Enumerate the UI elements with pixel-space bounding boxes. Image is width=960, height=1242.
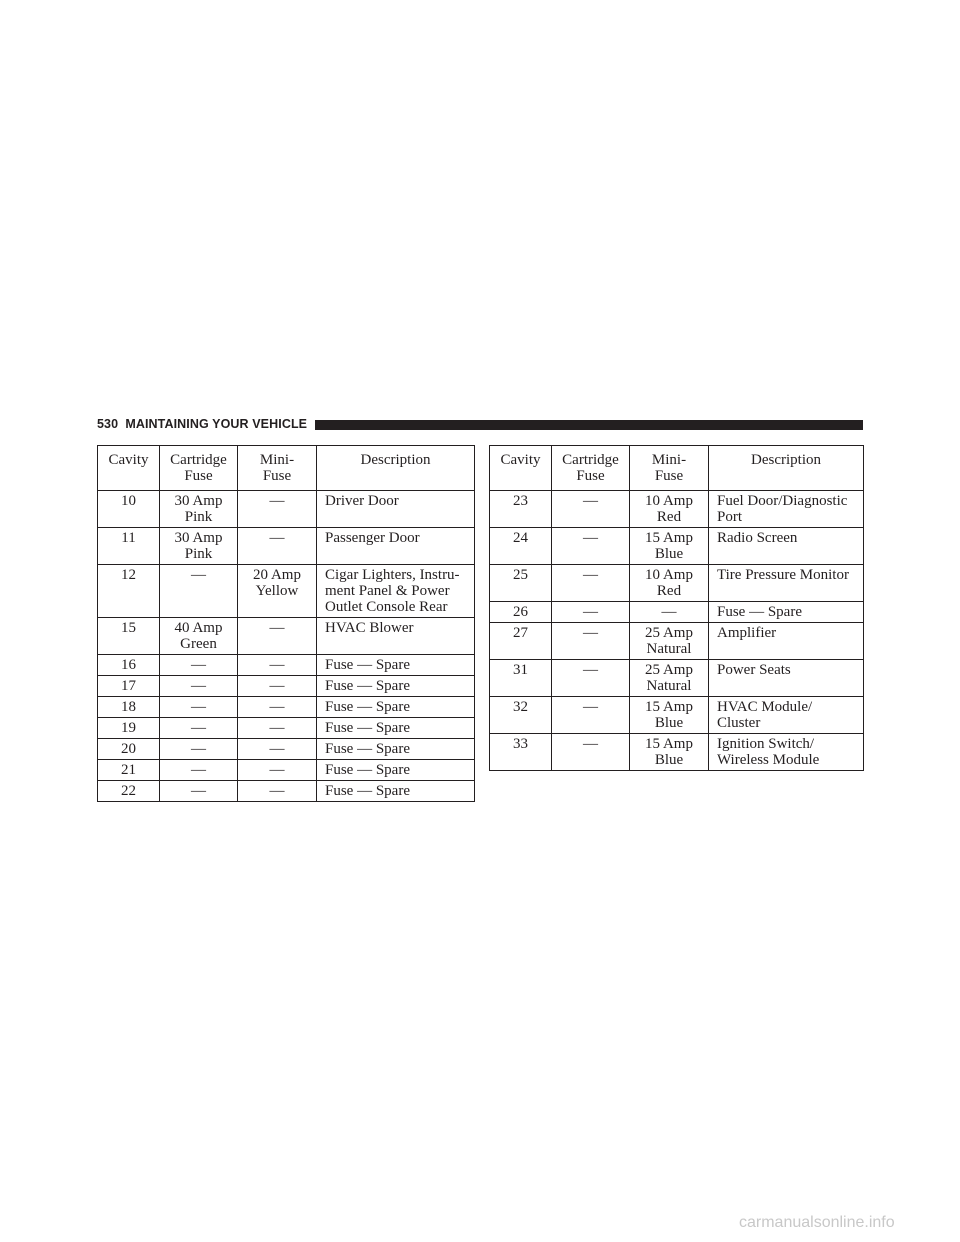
cell-cartridge-fuse-text: — bbox=[583, 736, 598, 752]
cell-cartridge-fuse-text: — bbox=[191, 741, 206, 757]
header-rule-bar bbox=[315, 420, 863, 430]
header-cavity: Cavity bbox=[490, 446, 552, 491]
cell-cartridge-fuse-text: — bbox=[191, 567, 206, 583]
cell-mini-fuse bbox=[238, 760, 317, 781]
cell-cavity-text: 25 bbox=[513, 567, 528, 583]
cell-mini-fuse-text: Red bbox=[656, 509, 682, 525]
cell-cartridge-fuse bbox=[552, 623, 630, 660]
table-row bbox=[98, 697, 475, 718]
cell-cartridge-fuse bbox=[160, 781, 238, 802]
cell-cavity-text: 16 bbox=[121, 657, 136, 673]
cell-mini-fuse-text: — bbox=[269, 620, 285, 636]
header-mini-fuse: Mini- Fuse bbox=[630, 446, 709, 491]
cell-mini-fuse-text: 10 Amp bbox=[645, 493, 693, 509]
cell-cavity-text: 20 bbox=[121, 741, 136, 757]
cell-mini-fuse-text: — bbox=[269, 720, 285, 736]
cell-description bbox=[709, 602, 864, 623]
cell-cavity-text: 32 bbox=[513, 699, 528, 715]
section-title: MAINTAINING YOUR VEHICLE bbox=[125, 417, 308, 431]
cell-description bbox=[709, 623, 864, 660]
cell-cavity bbox=[490, 734, 552, 771]
cell-cavity bbox=[490, 491, 552, 528]
cell-description-text: Driver Door bbox=[325, 493, 399, 509]
cell-cartridge-fuse bbox=[160, 491, 238, 528]
cell-mini-fuse bbox=[238, 528, 317, 565]
cell-cavity bbox=[490, 602, 552, 623]
cell-mini-fuse-text: 15 Amp bbox=[645, 530, 693, 546]
cell-description bbox=[709, 734, 864, 771]
cell-mini-fuse-text: Natural bbox=[646, 678, 692, 694]
cell-cartridge-fuse bbox=[160, 697, 238, 718]
cell-mini-fuse-text: 15 Amp bbox=[645, 699, 693, 715]
cell-mini-fuse bbox=[630, 491, 709, 528]
cell-description-text: HVAC Module/ bbox=[717, 699, 813, 715]
cell-cavity bbox=[490, 528, 552, 565]
table-row bbox=[490, 623, 864, 660]
cell-mini-fuse bbox=[630, 565, 709, 602]
cell-cartridge-fuse bbox=[552, 660, 630, 697]
page-header-text bbox=[97, 417, 307, 431]
cell-cartridge-fuse-text: — bbox=[191, 699, 206, 715]
cell-description-text: Cigar Lighters, Instru- bbox=[325, 567, 460, 583]
cell-cartridge-fuse-text: Pink bbox=[184, 546, 213, 562]
cell-cartridge-fuse-text: Green bbox=[180, 636, 217, 652]
cell-description bbox=[709, 565, 864, 602]
cell-cavity-text: 33 bbox=[513, 736, 528, 752]
cell-cartridge-fuse-text: Pink bbox=[184, 509, 213, 525]
cell-cartridge-fuse bbox=[160, 718, 238, 739]
cell-cavity bbox=[98, 565, 160, 618]
cell-cartridge-fuse-text: — bbox=[583, 625, 598, 641]
cell-cavity bbox=[98, 491, 160, 528]
cell-description bbox=[317, 718, 475, 739]
table-row bbox=[98, 781, 475, 802]
cell-description bbox=[709, 491, 864, 528]
cell-description-text: Fuse — Spare bbox=[325, 783, 410, 799]
cell-description bbox=[709, 660, 864, 697]
header-cartridge-fuse: Cartridge Fuse bbox=[552, 446, 630, 491]
cell-mini-fuse-text: 15 Amp bbox=[645, 736, 693, 752]
cell-mini-fuse bbox=[630, 660, 709, 697]
cell-mini-fuse bbox=[238, 739, 317, 760]
cell-description-text: Fuse — Spare bbox=[325, 720, 410, 736]
cell-description-text: Fuse — Spare bbox=[325, 678, 410, 694]
cell-mini-fuse bbox=[238, 491, 317, 528]
table-row bbox=[490, 528, 864, 565]
cell-mini-fuse-text: — bbox=[661, 604, 677, 620]
header-cavity: Cavity bbox=[98, 446, 160, 491]
cell-mini-fuse-text: Blue bbox=[654, 546, 684, 562]
table-row bbox=[98, 676, 475, 697]
cell-mini-fuse-text: — bbox=[269, 678, 285, 694]
cell-description bbox=[317, 739, 475, 760]
header-cartridge-fuse: Cartridge Fuse bbox=[160, 446, 238, 491]
cell-description bbox=[709, 697, 864, 734]
cell-description-text: Fuse — Spare bbox=[325, 699, 410, 715]
table-row bbox=[98, 491, 475, 528]
cell-description bbox=[317, 655, 475, 676]
header-description: Description bbox=[709, 446, 864, 491]
cell-cartridge-fuse-text: — bbox=[583, 567, 598, 583]
cell-cartridge-fuse bbox=[552, 528, 630, 565]
cell-mini-fuse-text: — bbox=[269, 741, 285, 757]
cell-cavity-text: 18 bbox=[121, 699, 136, 715]
cell-mini-fuse-text: — bbox=[269, 699, 285, 715]
cell-cartridge-fuse bbox=[160, 528, 238, 565]
cell-cavity-text: 15 bbox=[121, 620, 136, 636]
cell-description-text: Outlet Console Rear bbox=[325, 599, 448, 615]
cell-cavity bbox=[98, 528, 160, 565]
cell-cavity bbox=[490, 565, 552, 602]
header-mini-fuse: Mini- Fuse bbox=[238, 446, 317, 491]
cell-description-text: Radio Screen bbox=[717, 530, 798, 546]
cell-description-text: Fuse — Spare bbox=[325, 741, 410, 757]
cell-cavity-text: 26 bbox=[513, 604, 528, 620]
cell-cartridge-fuse-text: 30 Amp bbox=[174, 530, 223, 546]
cell-cavity bbox=[490, 697, 552, 734]
cell-mini-fuse-text: 25 Amp bbox=[645, 662, 693, 678]
page-number: 530 bbox=[97, 417, 119, 431]
cell-cavity-text: 23 bbox=[513, 493, 528, 509]
cell-mini-fuse-text: — bbox=[269, 762, 285, 778]
cell-description bbox=[317, 565, 475, 618]
table-row bbox=[490, 660, 864, 697]
cell-cartridge-fuse bbox=[160, 760, 238, 781]
cell-description bbox=[317, 528, 475, 565]
cell-cartridge-fuse bbox=[160, 565, 238, 618]
cell-mini-fuse-text: — bbox=[269, 530, 285, 546]
cell-cartridge-fuse-text: — bbox=[583, 530, 598, 546]
table-row bbox=[490, 491, 864, 528]
cell-mini-fuse-text: Blue bbox=[654, 715, 684, 731]
cell-cavity-text: 31 bbox=[513, 662, 528, 678]
cell-cavity-text: 11 bbox=[121, 530, 136, 546]
cell-cavity-text: 27 bbox=[513, 625, 528, 641]
cell-cartridge-fuse-text: — bbox=[583, 662, 598, 678]
cell-cartridge-fuse-text: 40 Amp bbox=[174, 620, 223, 636]
cell-cartridge-fuse bbox=[160, 618, 238, 655]
cell-cartridge-fuse-text: — bbox=[191, 783, 206, 799]
cell-cartridge-fuse-text: — bbox=[191, 762, 206, 778]
cell-description-text: Amplifier bbox=[717, 625, 777, 641]
cell-cavity bbox=[98, 760, 160, 781]
cell-mini-fuse-text: Blue bbox=[654, 752, 684, 768]
table-row bbox=[98, 739, 475, 760]
cell-description bbox=[317, 618, 475, 655]
cell-cavity bbox=[98, 618, 160, 655]
cell-cavity-text: 21 bbox=[121, 762, 136, 778]
cell-mini-fuse bbox=[238, 781, 317, 802]
cell-description-text: Ignition Switch/ bbox=[717, 736, 815, 752]
cell-description-text: Fuel Door/Diagnostic bbox=[717, 493, 848, 509]
cell-mini-fuse bbox=[238, 676, 317, 697]
table-row bbox=[98, 528, 475, 565]
table-row bbox=[490, 565, 864, 602]
cell-description bbox=[317, 491, 475, 528]
cell-description bbox=[709, 528, 864, 565]
cell-description-text: Tire Pressure Monitor bbox=[717, 567, 849, 583]
cell-cartridge-fuse bbox=[552, 565, 630, 602]
cell-cavity-text: 12 bbox=[121, 567, 136, 583]
cell-cavity bbox=[98, 697, 160, 718]
cell-description bbox=[317, 697, 475, 718]
cell-cartridge-fuse-text: — bbox=[583, 699, 598, 715]
cell-cartridge-fuse bbox=[160, 676, 238, 697]
cell-description bbox=[317, 676, 475, 697]
cell-description-text: HVAC Blower bbox=[325, 620, 414, 636]
table-row bbox=[490, 734, 864, 771]
table-row bbox=[98, 655, 475, 676]
cell-cavity bbox=[98, 739, 160, 760]
cell-mini-fuse bbox=[630, 623, 709, 660]
cell-mini-fuse bbox=[238, 565, 317, 618]
cell-description-text: Wireless Module bbox=[717, 752, 820, 768]
cell-description-text: Fuse — Spare bbox=[325, 657, 410, 673]
cell-cavity bbox=[490, 623, 552, 660]
cell-mini-fuse bbox=[630, 697, 709, 734]
cell-mini-fuse-text: — bbox=[269, 493, 285, 509]
watermark-text: carmanualsonline.info bbox=[739, 1214, 895, 1231]
cell-mini-fuse bbox=[238, 655, 317, 676]
cell-description-text: Fuse — Spare bbox=[325, 762, 410, 778]
table-row bbox=[98, 565, 475, 618]
cell-cartridge-fuse-text: — bbox=[583, 493, 598, 509]
cell-cavity bbox=[98, 781, 160, 802]
cell-cartridge-fuse bbox=[160, 739, 238, 760]
table-header-row bbox=[98, 446, 475, 491]
cell-mini-fuse bbox=[630, 528, 709, 565]
cell-cartridge-fuse bbox=[160, 655, 238, 676]
cell-mini-fuse bbox=[238, 618, 317, 655]
cell-description-text: Passenger Door bbox=[325, 530, 420, 546]
table-row bbox=[98, 760, 475, 781]
cell-cavity bbox=[490, 660, 552, 697]
cell-description-text: Power Seats bbox=[717, 662, 791, 678]
cell-cartridge-fuse bbox=[552, 491, 630, 528]
cell-cartridge-fuse bbox=[552, 734, 630, 771]
cell-cavity-text: 22 bbox=[121, 783, 136, 799]
cell-mini-fuse-text: 25 Amp bbox=[645, 625, 693, 641]
cell-cartridge-fuse-text: — bbox=[191, 657, 206, 673]
cell-cartridge-fuse-text: — bbox=[191, 678, 206, 694]
cell-mini-fuse-text: Yellow bbox=[255, 583, 299, 599]
cell-mini-fuse-text: — bbox=[269, 657, 285, 673]
cell-mini-fuse-text: Red bbox=[656, 583, 682, 599]
cell-mini-fuse bbox=[238, 697, 317, 718]
table-row bbox=[98, 618, 475, 655]
cell-description bbox=[317, 760, 475, 781]
cell-description-text: Cluster bbox=[717, 715, 761, 731]
fuse-table-left bbox=[97, 445, 475, 802]
cell-cavity bbox=[98, 655, 160, 676]
cell-cavity-text: 17 bbox=[121, 678, 136, 694]
table-row bbox=[490, 602, 864, 623]
table-row bbox=[490, 697, 864, 734]
cell-cartridge-fuse-text: 30 Amp bbox=[174, 493, 223, 509]
cell-cavity-text: 19 bbox=[121, 720, 136, 736]
cell-mini-fuse bbox=[630, 602, 709, 623]
cell-cartridge-fuse bbox=[552, 697, 630, 734]
cell-cartridge-fuse bbox=[552, 602, 630, 623]
cell-description-text: Port bbox=[717, 509, 743, 525]
cell-description-text: Fuse — Spare bbox=[717, 604, 802, 620]
cell-mini-fuse-text: — bbox=[269, 783, 285, 799]
cell-mini-fuse-text: Natural bbox=[646, 641, 692, 657]
cell-mini-fuse-text: 20 Amp bbox=[253, 567, 301, 583]
table-header-row bbox=[490, 446, 864, 491]
cell-cartridge-fuse-text: — bbox=[191, 720, 206, 736]
cell-mini-fuse-text: 10 Amp bbox=[645, 567, 693, 583]
header-description: Description bbox=[317, 446, 475, 491]
fuse-table-right bbox=[489, 445, 864, 771]
cell-mini-fuse bbox=[238, 718, 317, 739]
cell-description bbox=[317, 781, 475, 802]
cell-cavity-text: 24 bbox=[513, 530, 528, 546]
section-header bbox=[97, 416, 863, 436]
cell-cavity-text: 10 bbox=[121, 493, 136, 509]
cell-mini-fuse bbox=[630, 734, 709, 771]
cell-cavity bbox=[98, 718, 160, 739]
cell-description-text: ment Panel & Power bbox=[325, 583, 450, 599]
table-row bbox=[98, 718, 475, 739]
cell-cavity bbox=[98, 676, 160, 697]
cell-cartridge-fuse-text: — bbox=[583, 604, 598, 620]
